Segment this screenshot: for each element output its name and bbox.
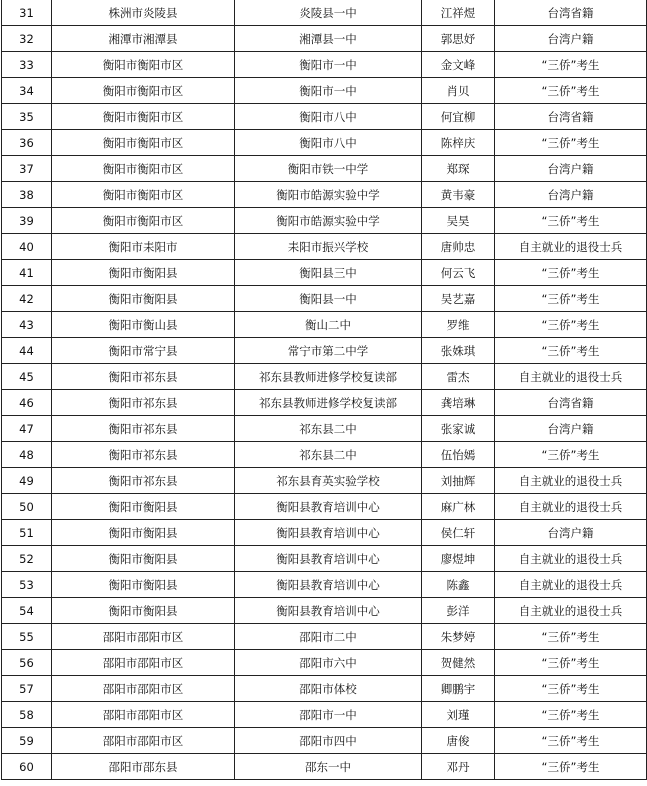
school-cell: 祁东县教师进修学校复读部 — [235, 364, 422, 390]
table-row — [2, 364, 647, 390]
table-row — [2, 754, 647, 780]
student-list-table — [1, 0, 647, 780]
table-body — [2, 0, 647, 780]
region-cell: 衡阳市衡阳市区 — [52, 52, 235, 78]
table-row — [2, 416, 647, 442]
region-cell: 衡阳市衡阳市区 — [52, 104, 235, 130]
category-cell: “三侨”考生 — [495, 260, 647, 286]
row-number-cell: 49 — [2, 468, 52, 494]
row-number-cell: 36 — [2, 130, 52, 156]
school-cell: 邵阳市体校 — [235, 676, 422, 702]
table-row — [2, 390, 647, 416]
category-cell: 台湾户籍 — [495, 182, 647, 208]
school-cell: 衡阳县教育培训中心 — [235, 546, 422, 572]
student-name-cell: 龚培琳 — [422, 390, 495, 416]
row-number-cell: 35 — [2, 104, 52, 130]
region-cell: 衡阳市衡阳县 — [52, 572, 235, 598]
school-cell: 炎陵县一中 — [235, 0, 422, 26]
school-cell: 衡阳县教育培训中心 — [235, 572, 422, 598]
region-cell: 衡阳市祁东县 — [52, 416, 235, 442]
category-cell: “三侨”考生 — [495, 78, 647, 104]
table-row — [2, 650, 647, 676]
row-number-cell: 47 — [2, 416, 52, 442]
table-row — [2, 520, 647, 546]
school-cell: 邵阳市一中 — [235, 702, 422, 728]
row-number-cell: 34 — [2, 78, 52, 104]
table-row — [2, 286, 647, 312]
row-number-cell: 46 — [2, 390, 52, 416]
region-cell: 衡阳市衡阳县 — [52, 260, 235, 286]
region-cell: 衡阳市祁东县 — [52, 364, 235, 390]
row-number-cell: 42 — [2, 286, 52, 312]
row-number-cell: 60 — [2, 754, 52, 780]
category-cell: 自主就业的退役士兵 — [495, 546, 647, 572]
table-row — [2, 546, 647, 572]
school-cell: 祁东县教师进修学校复读部 — [235, 390, 422, 416]
category-cell: 自主就业的退役士兵 — [495, 234, 647, 260]
student-name-cell: 廖煜坤 — [422, 546, 495, 572]
region-cell: 衡阳市衡阳县 — [52, 598, 235, 624]
region-cell: 邵阳市邵阳市区 — [52, 650, 235, 676]
school-cell: 衡阳市皓源实验中学 — [235, 208, 422, 234]
row-number-cell: 33 — [2, 52, 52, 78]
table-row — [2, 130, 647, 156]
row-number-cell: 57 — [2, 676, 52, 702]
region-cell: 衡阳市衡阳市区 — [52, 208, 235, 234]
student-name-cell: 黄韦豪 — [422, 182, 495, 208]
school-cell: 衡阳市皓源实验中学 — [235, 182, 422, 208]
region-cell: 衡阳市常宁县 — [52, 338, 235, 364]
school-cell: 邵阳市六中 — [235, 650, 422, 676]
row-number-cell: 52 — [2, 546, 52, 572]
student-name-cell: 罗维 — [422, 312, 495, 338]
category-cell: “三侨”考生 — [495, 442, 647, 468]
category-cell: “三侨”考生 — [495, 624, 647, 650]
region-cell: 衡阳市衡阳县 — [52, 286, 235, 312]
student-name-cell: 卿鹏宇 — [422, 676, 495, 702]
table-row — [2, 624, 647, 650]
row-number-cell: 32 — [2, 26, 52, 52]
table-row — [2, 572, 647, 598]
category-cell: 台湾省籍 — [495, 390, 647, 416]
category-cell: “三侨”考生 — [495, 208, 647, 234]
student-name-cell: 何宜柳 — [422, 104, 495, 130]
region-cell: 衡阳市耒阳市 — [52, 234, 235, 260]
student-name-cell: 张家诚 — [422, 416, 495, 442]
school-cell: 祁东县育英实验学校 — [235, 468, 422, 494]
school-cell: 衡阳县三中 — [235, 260, 422, 286]
school-cell: 衡阳县教育培训中心 — [235, 598, 422, 624]
school-cell: 湘潭县一中 — [235, 26, 422, 52]
student-name-cell: 贺健然 — [422, 650, 495, 676]
category-cell: “三侨”考生 — [495, 312, 647, 338]
table-row — [2, 260, 647, 286]
student-name-cell: 邓丹 — [422, 754, 495, 780]
school-cell: 衡阳市铁一中学 — [235, 156, 422, 182]
row-number-cell: 51 — [2, 520, 52, 546]
category-cell: “三侨”考生 — [495, 728, 647, 754]
student-name-cell: 麻广林 — [422, 494, 495, 520]
row-number-cell: 38 — [2, 182, 52, 208]
category-cell: “三侨”考生 — [495, 702, 647, 728]
table-row — [2, 78, 647, 104]
school-cell: 衡阳市八中 — [235, 130, 422, 156]
student-name-cell: 伍怡嫣 — [422, 442, 495, 468]
student-name-cell: 刘抽辉 — [422, 468, 495, 494]
student-name-cell: 陈鑫 — [422, 572, 495, 598]
row-number-cell: 58 — [2, 702, 52, 728]
region-cell: 邵阳市邵阳市区 — [52, 624, 235, 650]
school-cell: 常宁市第二中学 — [235, 338, 422, 364]
table-row — [2, 182, 647, 208]
table-row — [2, 156, 647, 182]
student-name-cell: 彭洋 — [422, 598, 495, 624]
row-number-cell: 44 — [2, 338, 52, 364]
row-number-cell: 50 — [2, 494, 52, 520]
row-number-cell: 41 — [2, 260, 52, 286]
region-cell: 邵阳市邵阳市区 — [52, 676, 235, 702]
category-cell: 台湾户籍 — [495, 26, 647, 52]
category-cell: 台湾省籍 — [495, 104, 647, 130]
table-row — [2, 0, 647, 26]
region-cell: 衡阳市衡阳市区 — [52, 130, 235, 156]
table-row — [2, 234, 647, 260]
table-row — [2, 728, 647, 754]
row-number-cell: 48 — [2, 442, 52, 468]
student-name-cell: 吴艺嘉 — [422, 286, 495, 312]
table-row — [2, 494, 647, 520]
category-cell: “三侨”考生 — [495, 754, 647, 780]
student-name-cell: 金文峰 — [422, 52, 495, 78]
school-cell: 衡阳市一中 — [235, 52, 422, 78]
row-number-cell: 45 — [2, 364, 52, 390]
table-row — [2, 52, 647, 78]
row-number-cell: 37 — [2, 156, 52, 182]
row-number-cell: 31 — [2, 0, 52, 26]
region-cell: 邵阳市邵东县 — [52, 754, 235, 780]
student-name-cell: 陈梓庆 — [422, 130, 495, 156]
school-cell: 耒阳市振兴学校 — [235, 234, 422, 260]
table-row — [2, 26, 647, 52]
student-name-cell: 刘瑾 — [422, 702, 495, 728]
category-cell: “三侨”考生 — [495, 676, 647, 702]
region-cell: 衡阳市衡山县 — [52, 312, 235, 338]
row-number-cell: 56 — [2, 650, 52, 676]
table-row — [2, 312, 647, 338]
school-cell: 祁东县二中 — [235, 442, 422, 468]
category-cell: 自主就业的退役士兵 — [495, 598, 647, 624]
student-name-cell: 唐帅忠 — [422, 234, 495, 260]
category-cell: “三侨”考生 — [495, 650, 647, 676]
student-name-cell: 雷杰 — [422, 364, 495, 390]
row-number-cell: 59 — [2, 728, 52, 754]
region-cell: 衡阳市衡阳市区 — [52, 156, 235, 182]
school-cell: 邵阳市四中 — [235, 728, 422, 754]
table-row — [2, 702, 647, 728]
region-cell: 衡阳市祁东县 — [52, 442, 235, 468]
student-name-cell: 郭思妤 — [422, 26, 495, 52]
table-row — [2, 442, 647, 468]
student-name-cell: 张姝琪 — [422, 338, 495, 364]
category-cell: 自主就业的退役士兵 — [495, 572, 647, 598]
table-row — [2, 676, 647, 702]
school-cell: 祁东县二中 — [235, 416, 422, 442]
table-row — [2, 208, 647, 234]
table-row — [2, 104, 647, 130]
school-cell: 邵东一中 — [235, 754, 422, 780]
school-cell: 邵阳市二中 — [235, 624, 422, 650]
region-cell: 衡阳市衡阳县 — [52, 546, 235, 572]
category-cell: “三侨”考生 — [495, 338, 647, 364]
category-cell: 自主就业的退役士兵 — [495, 494, 647, 520]
table-row — [2, 338, 647, 364]
category-cell: 自主就业的退役士兵 — [495, 468, 647, 494]
region-cell: 衡阳市衡阳市区 — [52, 182, 235, 208]
school-cell: 衡阳县教育培训中心 — [235, 520, 422, 546]
student-name-cell: 江祥煜 — [422, 0, 495, 26]
school-cell: 衡阳县一中 — [235, 286, 422, 312]
category-cell: 台湾户籍 — [495, 520, 647, 546]
school-cell: 衡山二中 — [235, 312, 422, 338]
student-name-cell: 肖贝 — [422, 78, 495, 104]
table-row — [2, 468, 647, 494]
school-cell: 衡阳市八中 — [235, 104, 422, 130]
region-cell: 衡阳市衡阳县 — [52, 494, 235, 520]
row-number-cell: 53 — [2, 572, 52, 598]
region-cell: 邵阳市邵阳市区 — [52, 728, 235, 754]
category-cell: 台湾户籍 — [495, 416, 647, 442]
row-number-cell: 55 — [2, 624, 52, 650]
region-cell: 衡阳市衡阳市区 — [52, 78, 235, 104]
row-number-cell: 40 — [2, 234, 52, 260]
school-cell: 衡阳市一中 — [235, 78, 422, 104]
student-name-cell: 吴昊 — [422, 208, 495, 234]
row-number-cell: 39 — [2, 208, 52, 234]
student-name-cell: 侯仁轩 — [422, 520, 495, 546]
category-cell: 自主就业的退役士兵 — [495, 364, 647, 390]
school-cell: 衡阳县教育培训中心 — [235, 494, 422, 520]
row-number-cell: 43 — [2, 312, 52, 338]
region-cell: 湘潭市湘潭县 — [52, 26, 235, 52]
category-cell: “三侨”考生 — [495, 130, 647, 156]
region-cell: 株洲市炎陵县 — [52, 0, 235, 26]
region-cell: 衡阳市祁东县 — [52, 468, 235, 494]
region-cell: 衡阳市祁东县 — [52, 390, 235, 416]
region-cell: 衡阳市衡阳县 — [52, 520, 235, 546]
category-cell: 台湾户籍 — [495, 156, 647, 182]
student-name-cell: 朱梦婷 — [422, 624, 495, 650]
student-name-cell: 唐俊 — [422, 728, 495, 754]
category-cell: “三侨”考生 — [495, 286, 647, 312]
region-cell: 邵阳市邵阳市区 — [52, 702, 235, 728]
category-cell: “三侨”考生 — [495, 52, 647, 78]
student-name-cell: 郑琛 — [422, 156, 495, 182]
row-number-cell: 54 — [2, 598, 52, 624]
category-cell: 台湾省籍 — [495, 0, 647, 26]
student-name-cell: 何云飞 — [422, 260, 495, 286]
table-row — [2, 598, 647, 624]
